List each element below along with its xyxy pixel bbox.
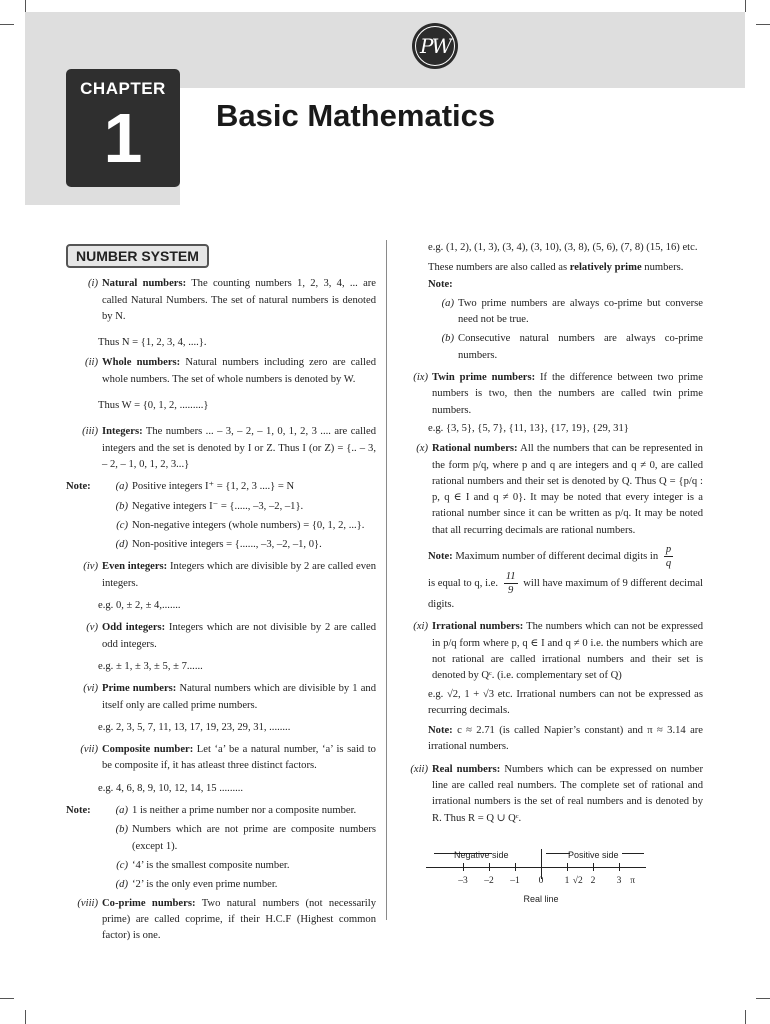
number-line-tick-label: –1 <box>510 875 520 886</box>
number-line-tick-label: 0 <box>538 875 544 886</box>
real-number-line <box>396 839 703 909</box>
left-column <box>66 244 376 944</box>
positive-side-arrow <box>546 853 570 854</box>
number-line-tick-label: 3 <box>616 875 622 886</box>
coprime-relatively: These numbers are also called as relatively prime numbers. <box>428 262 684 274</box>
rational-note: Note: Maximum number of different decimal digits in $\frac{p}{q}$ is equal to q, i.e. $\frac{11}{9}$ will have maximum of 9 different decimal digits. <box>428 544 703 611</box>
number-line-tick <box>593 863 594 871</box>
list-item: (x) Rational numbers: All the numbers that can be represented in the form p/q, where p and q are integers and q ≠ 0, are called rational numbers and their set is denoted by Q. Thus Q = {p/q : p, q ∈ I and q ≠ 0}. It may be noted that every integer is a rational number since it can be written as p/q. It may be noted that all recurring decimals are rational numbers. <box>416 443 703 536</box>
number-line-tick-label: 1 <box>564 875 570 886</box>
number-line-caption: Real line <box>523 893 559 904</box>
crop-mark <box>745 1010 746 1024</box>
example: e.g. 4, 6, 8, 9, 10, 12, 14, 15 ......... <box>98 782 244 794</box>
list-item: (v) Odd integers: Integers which are not divisible by 2 are called odd integers. <box>86 622 376 650</box>
positive-side-label: Positive side <box>568 849 619 860</box>
example: Thus N = {1, 2, 3, 4, ....}. <box>98 337 207 349</box>
right-column: e.g. (1, 2), (1, 3), (3, 4), (3, 10), (3, 8), (5, 6), (7, 8) (15, 16) etc. These numbers are also called as relatively prime numbers. Note: (a) Two prime numbers are always co-prime but converse need not be true. (b) Consecutive natural numbers are always co-prime numbers. (ix) Twin prime numbers: If the difference between two prime numbers is two, then the numbers are called twin prime numbers. e.g. {3, 5}, {5, 7}, {11, 13}, {17, 19}, {29, 31} (x) Rational numbers: All the numbers that can be represented in the form p/q, where p and q are integers and q ≠ 0, are called rational numbers and their set is denoted by Q. Thus Q = {p/q : p, q ∈ I and q ≠ 0}. It may be noted that every integer is a rational number since it can be written as p/q. It may be noted that all recurring decimals are rational numbers. Note: Maximum number of different decimal digits in $\frac{p}{q}$ is equal to q, i.e. $\frac{11}{9}$ will have maximum of 9 different decimal digits. (xi) Irrational numbers: The numbers which can not be expressed in p/q form where p, q ∈ I and q ≠ 0 i.e. the numbers which are not rational are called irrational numbers and their set is denoted by Qᶜ. (i.e. complementary set of Q) e.g. √2, 1 + √3 etc. Irrational numbers can not be expressed as recurring decimals. Note: c ≈ 2.71 (is called Napier’s constant) and π ≈ 3.14 are irrational numbers. (xii) Real numbers: Numbers which can be expressed on number line are called real numbers. The complete set of rational and irrational numbers is the set of real numbers and is denoted by R. Thus R = Q ∪ Qᶜ. Negative side Positive side –3 –2 –1 0 1 √2 2 3 π Real line <box>396 240 703 909</box>
list-item: (vi) Prime numbers: Natural numbers which are divisible by 1 and itself only are called prime numbers. <box>83 683 376 711</box>
example: Thus W = {0, 1, 2, .........} <box>98 400 209 412</box>
column-divider <box>386 240 387 920</box>
list-item: (iv) Even integers: Integers which are divisible by 2 are called even integers. <box>83 561 376 589</box>
irrational-note: Note: c ≈ 2.71 (is called Napier’s constant) and π ≈ 3.14 are irrational numbers. <box>428 725 703 753</box>
note-label: Note: <box>428 278 453 290</box>
pw-logo: PW <box>412 23 458 69</box>
chapter-box <box>66 69 180 187</box>
positive-side-arrow <box>622 853 644 854</box>
note: Note: (a) 1 is neither a prime number nor a composite number. (b) Numbers which are not prime are composite numbers (except 1). (c) ‘4’ is the smallest composite number. (d) ‘2’ is the only even prime number. <box>66 805 376 891</box>
crop-mark <box>0 998 14 999</box>
chapter-label: CHAPTER <box>80 79 166 98</box>
number-line-tick <box>515 863 516 871</box>
list-item: (ii) Whole numbers: Natural numbers including zero are called whole numbers. The set of whole numbers is denoted by W. <box>85 357 376 385</box>
example: e.g. 0, ± 2, ± 4,....... <box>98 600 181 612</box>
list-item: (xi) Irrational numbers: The numbers which can not be expressed in p/q form where p, q ∈ I and q ≠ 0 i.e. the numbers which are not rational are called irrational numbers and their set is denoted by Qᶜ. (i.e. complementary set of Q) <box>413 621 703 682</box>
example: e.g. ± 1, ± 3, ± 5, ± 7...... <box>98 660 203 672</box>
number-line-axis <box>426 867 646 868</box>
list-item: (vii) Composite number: Let ‘a’ be a natural number, ‘a’ is said to be composite if, it has atleast three distinct factors. <box>80 744 376 772</box>
section-heading: NUMBER SYSTEM <box>66 244 209 268</box>
number-line-tick <box>463 863 464 871</box>
coprime-example: e.g. (1, 2), (1, 3), (3, 4), (3, 10), (3, 8), (5, 6), (7, 8) (15, 16) etc. <box>428 242 698 253</box>
crop-mark <box>756 998 770 999</box>
page-title: Basic Mathematics <box>216 98 496 133</box>
number-line-tick-label: –2 <box>484 875 494 886</box>
number-line-tick-label: 2 <box>590 875 596 886</box>
crop-mark <box>745 0 746 12</box>
crop-mark <box>756 24 770 25</box>
list-item: (iii) Integers: The numbers ... – 3, – 2, – 1, 0, 1, 2, 3 .... are called integers and the set is denoted by I or Z. Thus I (or Z) = {.. – 3, – 2, – 1, 0, 1, 2, 3...} <box>82 426 376 470</box>
chapter-number: 1 <box>103 99 143 177</box>
number-line-tick-label: –3 <box>458 875 468 886</box>
list-item: (i) Natural numbers: The counting numbers 1, 2, 3, 4, ... are called Natural Numbers. The set of natural numbers is denoted by N. <box>88 278 376 322</box>
crop-mark <box>25 0 26 12</box>
example: e.g. 2, 3, 5, 7, 11, 13, 17, 19, 23, 29, 31, ........ <box>98 721 291 733</box>
number-line-tick <box>489 863 490 871</box>
note: Note: (a) Positive integers I⁺ = {1, 2, 3 ....} = N (b) Negative integers I⁻ = {....., –3, –2, –1}. (c) Non-negative integers (whole numbers) = {0, 1, 2, ...}. (d) Non-positive integers = {......, –3, –2, –1, 0}. <box>66 481 365 551</box>
list-item: (ix) Twin prime numbers: If the difference between two prime numbers is two, then the numbers are called twin prime numbers. <box>413 372 703 416</box>
number-line-tick-label: π <box>630 875 636 886</box>
negative-side-label: Negative side <box>454 849 509 860</box>
crop-mark <box>25 1010 26 1024</box>
list-item: (viii) Co-prime numbers: Two natural numbers (not necessarily prime) are called coprime, if their H.C.F (Highest common factor) is one. <box>77 897 376 942</box>
list-item: (xii) Real numbers: Numbers which can be expressed on number line are called real numbers. The complete set of rational and irrational numbers is the set of real numbers and is denoted by R. Thus R = Q ∪ Qᶜ. <box>410 763 703 824</box>
example: e.g. {3, 5}, {5, 7}, {11, 13}, {17, 19}, {29, 31} <box>428 422 629 434</box>
example: e.g. √2, 1 + √3 etc. Irrational numbers can not be expressed as recurring decimals. <box>428 688 703 716</box>
number-line-tick <box>619 863 620 871</box>
number-line-tick <box>541 863 542 871</box>
number-line-tick-label: √2 <box>572 875 583 886</box>
number-line-tick <box>567 863 568 871</box>
crop-mark <box>0 24 14 25</box>
